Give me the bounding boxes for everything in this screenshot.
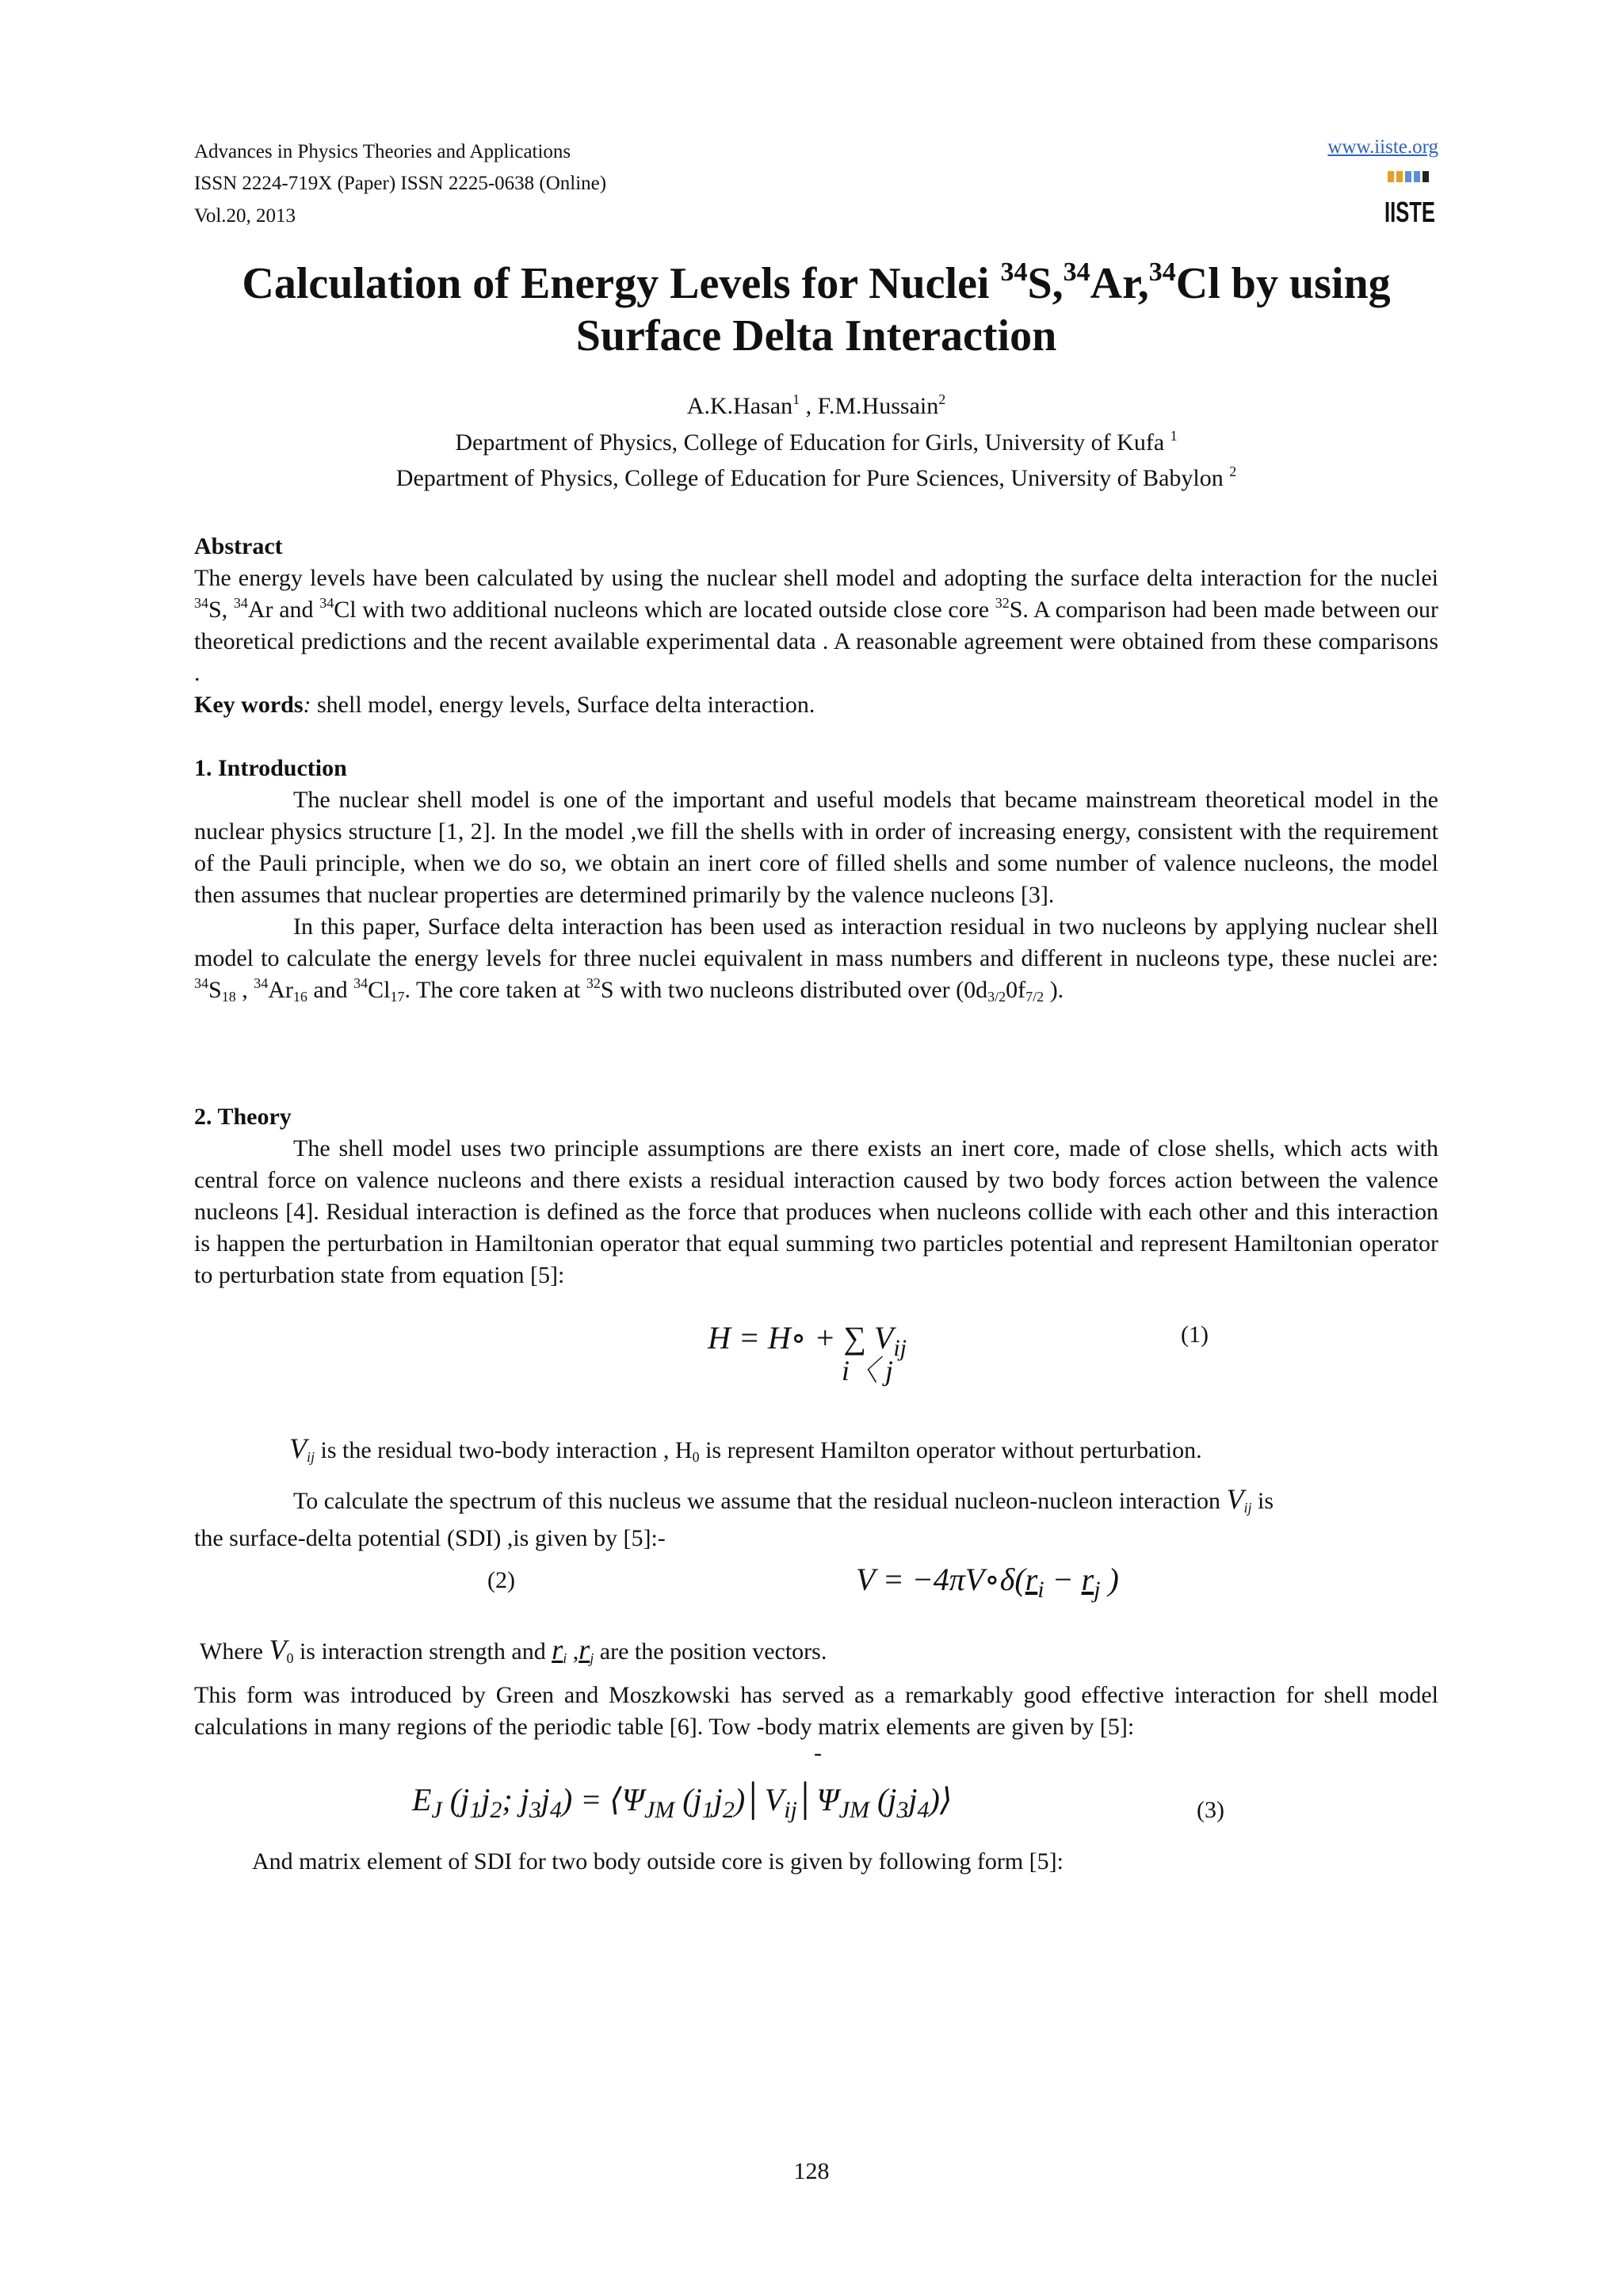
equation-3-number: (3) [1197,1797,1224,1823]
volume-line: Vol.20, 2013 [194,205,296,227]
sdi-intro-line: To calculate the spectrum of this nucleus we assume that the residual nucleon-nucleon interaction $V_{ij}$ is [293,1483,1274,1516]
abstract-heading: Abstract [194,533,283,559]
green-moszkowski-paragraph: This form was introduced by Green and Moszkowski has served as a remarkably good effective interaction for shell model calculations in many regions of the periodic table [6]. Tow -body matrix elements are given by [5]: [194,1682,1438,1740]
website-link[interactable]: www.iiste.org [1327,136,1438,158]
page-number: 128 [793,2158,830,2184]
introduction [194,753,1438,1006]
intro-heading: 1. Introduction [194,755,347,781]
dash-mark: - [814,1740,822,1766]
journal-name: Advances in Physics Theories and Applications [194,141,571,162]
keywords: Key words: shell model, energy levels, Surface delta interaction. [194,692,815,718]
vij-description: $V_{ij}$ is the residual two-body interaction , $H_0$ is represent Hamilton operator without perturbation. [289,1432,1202,1465]
intro-paragraph-1: The nuclear shell model is one of the important and useful models that became mainstream theoretical model in the nuclear physics structure [1, 2]. In the model ,we fill the shells with in order of increasing energy, consistent with the requirement of the Pauli principle, when we do so, we obtain an inert core of filled shells and some number of valence nucleons, the model then assumes that nuclear properties are determined primarily by the valence nucleons [3]. [194,787,1438,908]
affiliation-1: Department of Physics, College of Education for Girls, University of Kufa $^1$ [455,428,1178,456]
sdi-matrix-element-line: And matrix element of SDI for two body outside core is given by following form [5]: [252,1848,1064,1875]
sdi-intro-line-2: the surface-delta potential (SDI) ,is given by [5]:- [194,1525,666,1551]
abstract-body: The energy levels have been calculated by using the nuclear shell model and adopting the surface delta interaction for the nuclei $^{34}$S, $^{34}$Ar and $^{34}$Cl with two additional nucleons which are located outside close core $^{32}$S. A comparison had been made between our theoretical predictions and the recent available experimental data . A reasonable agreement were obtained from these comparisons . [194,565,1438,686]
equation-1-number: (1) [1181,1322,1209,1348]
equation-1: H = H∘ + ∑ $V_{ij}$ [708,1320,907,1361]
equation-3: $E_J$ ($j_1j_2$; $j_3j_4$) = $⟨\Psi_{JM}$ $(j_1j_2)│V_{ij}│\Psi_{JM}$ $(j_3j_4)⟩$ [412,1782,953,1823]
paper-title: Calculation of Energy Levels for Nuclei $^{34}$S,$^{34}$Ar,$^{34}$Cl by using Surface Delta Interaction [242,257,1391,360]
affiliation-2: Department of Physics, College of Education for Pure Sciences, University of Babylon $^2$ [395,463,1237,491]
theory [194,1101,1438,1291]
position-vectors-line: Where $V_0$ is interaction strength and $r_i$ $,r_j$ are the position vectors. [200,1634,827,1666]
theory-heading: 2. Theory [194,1104,292,1130]
iiste-logo [1383,170,1437,227]
abstract [194,531,1438,721]
equation-1-sum-index: i〈 j [842,1355,894,1386]
issn-line: ISSN 2224-719X (Paper) ISSN 2225-0638 (Online) [194,173,607,194]
theory-paragraph-1: The shell model uses two principle assumptions are there exists an inert core, made of close shells, which acts with central force on valence nucleons and there exists a residual interaction caused by two body forces action between the valence nucleons [4]. Residual interaction is defined as the force that produces when nucleons collide with each other and this interaction is happen the perturbation in Hamiltonian operator that equal summing two particles potential and represent Hamiltonian operator to perturbation state from equation [5]: [194,1135,1438,1288]
equation-2-number: (2) [487,1567,515,1593]
equation-2: $V = -4\pi V\circ\delta(r_i - r_j$ ) [856,1562,1119,1603]
svg-text:IISTE: IISTE [1384,196,1435,228]
intro-paragraph-2: In this paper, Surface delta interaction has been used as interaction residual in two nucleons by applying nuclear shell model to calculate the energy levels for three nuclei equivalent in mass numbers and different in nucleons type, these nuclei are: $^{34}S_{18}$ , $^{34}Ar_{16}$ and $^{34}Cl_{17}$. The core taken at $^{32}$S with two nucleons distributed over ($0d_{3/2}0f_{7/2}$ ). [194,913,1438,1005]
authors: A.K.Hasan$^1$ , F.M.Hussain$^2$ [686,391,946,419]
